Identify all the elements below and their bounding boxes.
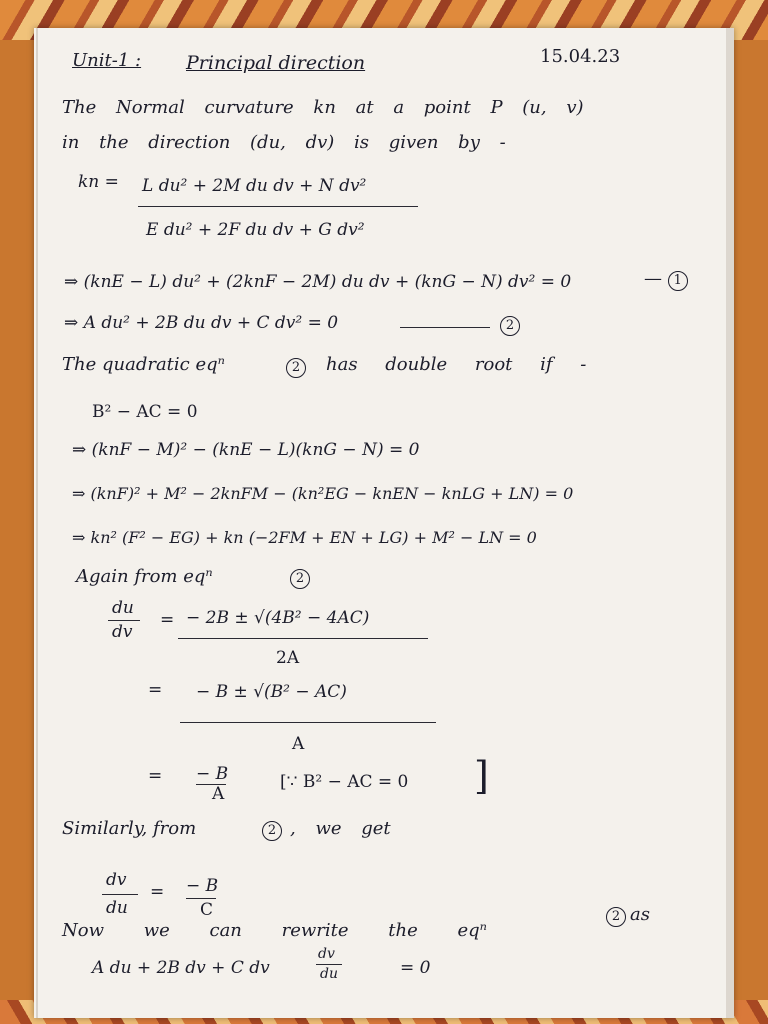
as-text: as [630,904,650,925]
dv-over-du-rhs-denominator: C [200,900,214,920]
dv-over-du-denominator: du [106,898,128,918]
equals-sign-2: = [148,680,163,700]
equation-1: ⇒ (knE − L) du² + (2knF − 2M) du dv + (knG − N) dv² = 0 [64,272,572,292]
final-equation: A du + 2B dv + C dv [92,958,270,978]
root-step-2-denominator: A [292,734,305,754]
equals-sign-4: = [150,882,165,902]
unit-label: Unit-1 : [72,50,142,71]
equation-2-tag: 2 [500,313,520,336]
kn-lhs: kn = [78,172,119,192]
equals-sign-1: = [160,610,175,630]
root-step-1-denominator: 2A [276,648,300,668]
equation-2: ⇒ A du² + 2B du dv + C dv² = 0 [64,313,339,333]
dv-over-du-bar [102,894,138,895]
equation-1-tag: — 1 [644,268,688,291]
root-step-3-numerator: − B [196,764,229,784]
discriminant: B² − AC = 0 [92,402,198,422]
derivation-3: ⇒ kn² (F² − EG) + kn (−2FM + EN + LG) + M² − LN = 0 [72,528,537,547]
page-title: Principal direction [186,52,366,74]
equals-sign-3: = [148,766,163,786]
page-edge [726,28,734,1018]
root-step-3-denominator: A [212,784,225,804]
root-step-2-bar [180,722,436,723]
now-text: Now we can rewrite the eqⁿ [62,920,487,941]
final-equals-zero: = 0 [400,958,431,978]
equation-2-dash [400,327,490,328]
root-step-2-numerator: − B ± √(B² − AC) [196,682,347,702]
root-note: [∵ B² − AC = 0 [280,772,409,792]
page-date: 15.04.23 [540,46,621,67]
text-line-normal-curvature: The Normal curvature kn at a point P (u, v) [62,97,584,118]
similarly-tag: 2 [262,818,282,841]
kn-denominator: E du² + 2F du dv + G dv² [146,220,365,240]
again-text: Again from eqⁿ [76,566,213,587]
final-frac-numerator: dv [318,946,335,962]
text-line-direction: in the direction (du, dv) is given by - [62,132,506,153]
derivation-1: ⇒ (knF − M)² − (knE − L)(knG − N) = 0 [72,440,420,460]
kn-fraction-bar [138,206,418,207]
root-step-1-bar [178,638,428,639]
root-step-1-numerator: − 2B ± √(4B² − 4AC) [186,608,370,628]
final-frac-bar [316,964,342,965]
we-get-text: , we get [290,818,391,839]
dv-over-du-rhs-numerator: − B [186,876,219,896]
dv-over-du-numerator: dv [106,870,127,890]
quadratic-tag: 2 [286,355,306,378]
du-over-dv-numerator: du [112,598,134,618]
dv-over-du-rhs-bar [186,898,216,899]
final-frac-denominator: du [320,966,338,982]
du-over-dv-denominator: dv [112,622,133,642]
du-over-dv-bar [108,620,140,621]
now-tag: 2 [606,904,626,927]
notebook-page [34,28,734,1018]
double-root-text: has double root if - [326,354,587,375]
again-tag: 2 [290,566,310,589]
quadratic-text: The quadratic eqⁿ [62,354,225,375]
derivation-2: ⇒ (knF)² + M² − 2knFM − (kn²EG − knEN − knLG + LN) = 0 [72,484,574,503]
closing-bracket: ] [474,754,489,798]
page-margin-line [36,28,38,1018]
kn-numerator: L du² + 2M du dv + N dv² [142,176,367,196]
similarly-text: Similarly, from [62,818,197,839]
